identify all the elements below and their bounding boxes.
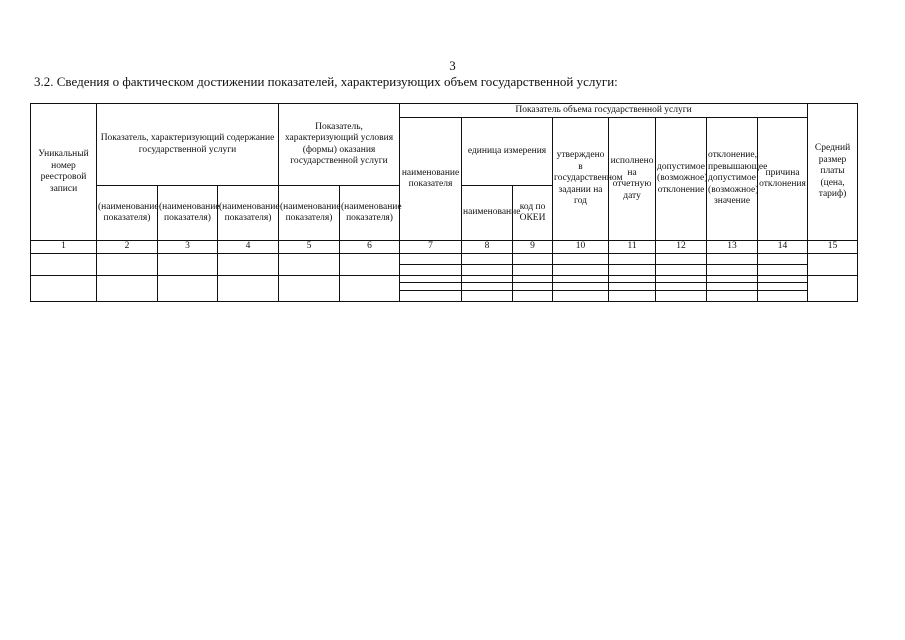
empty-cell: [758, 276, 808, 283]
empty-cell: [707, 254, 758, 265]
empty-cell: [462, 254, 513, 265]
empty-cell: [218, 276, 279, 302]
empty-cell: [707, 276, 758, 283]
section-heading: 3.2. Сведения о фактическом достижении показателей, характеризующих объем государственной услуги:: [34, 74, 618, 89]
empty-cell: [462, 283, 513, 291]
empty-cell: [340, 254, 400, 276]
empty-cell: [462, 276, 513, 283]
header-sub-indicator-name: (наименование показателя): [279, 186, 340, 241]
empty-cell: [553, 291, 609, 302]
header-okei-code: код по ОКЕИ: [513, 186, 553, 241]
column-number: 8: [462, 241, 513, 254]
empty-cell: [656, 254, 707, 265]
header-conditions-indicator: Показатель, характеризующий условия (формы) оказания государственной услуги: [279, 104, 400, 186]
header-permissible-deviation: допустимое (возможное) отклонение: [656, 118, 707, 241]
header-sub-indicator-name: (наименование показателя): [218, 186, 279, 241]
empty-cell: [158, 254, 218, 276]
table-row: [31, 276, 858, 283]
header-sub-indicator-name: (наименование показателя): [97, 186, 158, 241]
empty-cell: [758, 254, 808, 265]
empty-cell: [513, 276, 553, 283]
column-number: 6: [340, 241, 400, 254]
empty-cell: [513, 291, 553, 302]
empty-cell: [218, 254, 279, 276]
empty-cell: [400, 283, 462, 291]
empty-cell: [279, 254, 340, 276]
header-content-indicator: Показатель, характеризующий содержание государственной услуги: [97, 104, 279, 186]
empty-cell: [553, 265, 609, 276]
column-number: 13: [707, 241, 758, 254]
volume-indicators-table: [30, 103, 858, 302]
header-sub-indicator-name: (наименование показателя): [158, 186, 218, 241]
empty-cell: [609, 291, 656, 302]
empty-cell: [400, 291, 462, 302]
empty-cell: [707, 265, 758, 276]
header-volume-indicator: Показатель объема государственной услуги: [400, 104, 808, 118]
page-number: 3: [449, 58, 456, 73]
empty-cell: [553, 283, 609, 291]
header-sub-indicator-name: (наименование показателя): [340, 186, 400, 241]
table-row: [31, 254, 858, 265]
empty-cell: [808, 254, 858, 276]
column-number: 11: [609, 241, 656, 254]
empty-cell: [513, 283, 553, 291]
empty-cell: [758, 291, 808, 302]
column-number: 2: [97, 241, 158, 254]
empty-cell: [340, 276, 400, 302]
header-deviation-reason: причина отклонения: [758, 118, 808, 241]
column-number: 12: [656, 241, 707, 254]
column-number: 7: [400, 241, 462, 254]
empty-cell: [97, 276, 158, 302]
empty-cell: [707, 291, 758, 302]
header-indicator-name: наименование показателя: [400, 118, 462, 241]
empty-cell: [400, 265, 462, 276]
column-number: 4: [218, 241, 279, 254]
empty-cell: [31, 254, 97, 276]
column-number: 5: [279, 241, 340, 254]
column-number: 14: [758, 241, 808, 254]
column-number: 15: [808, 241, 858, 254]
empty-cell: [656, 265, 707, 276]
column-number: 9: [513, 241, 553, 254]
empty-cell: [279, 276, 340, 302]
empty-cell: [97, 254, 158, 276]
empty-cell: [31, 276, 97, 302]
column-number: 10: [553, 241, 609, 254]
empty-cell: [553, 276, 609, 283]
empty-cell: [158, 276, 218, 302]
header-average-fee: Средний размер платы (цена, тариф): [808, 104, 858, 241]
empty-cell: [656, 291, 707, 302]
empty-cell: [609, 265, 656, 276]
empty-cell: [609, 254, 656, 265]
empty-cell: [462, 291, 513, 302]
empty-cell: [707, 283, 758, 291]
header-excess-deviation: отклонение, превышающее допустимое (возможное) значение: [707, 118, 758, 241]
empty-cell: [656, 283, 707, 291]
header-executed: исполнено на отчетную дату: [609, 118, 656, 241]
empty-cell: [758, 265, 808, 276]
header-approved: утверждено в государственном задании на год: [553, 118, 609, 241]
empty-cell: [553, 254, 609, 265]
column-number-row: [31, 241, 858, 254]
empty-cell: [462, 265, 513, 276]
empty-cell: [656, 276, 707, 283]
empty-cell: [609, 276, 656, 283]
empty-cell: [758, 283, 808, 291]
empty-cell: [400, 276, 462, 283]
header-unit-of-measure: единица измерения: [462, 118, 553, 186]
empty-cell: [513, 254, 553, 265]
empty-cell: [513, 265, 553, 276]
column-number: 3: [158, 241, 218, 254]
empty-cell: [400, 254, 462, 265]
empty-cell: [808, 276, 858, 302]
header-registry-number: Уникальный номер реестровой записи: [31, 104, 97, 241]
header-unit-name: наименование: [462, 186, 513, 241]
empty-cell: [609, 283, 656, 291]
column-number: 1: [31, 241, 97, 254]
